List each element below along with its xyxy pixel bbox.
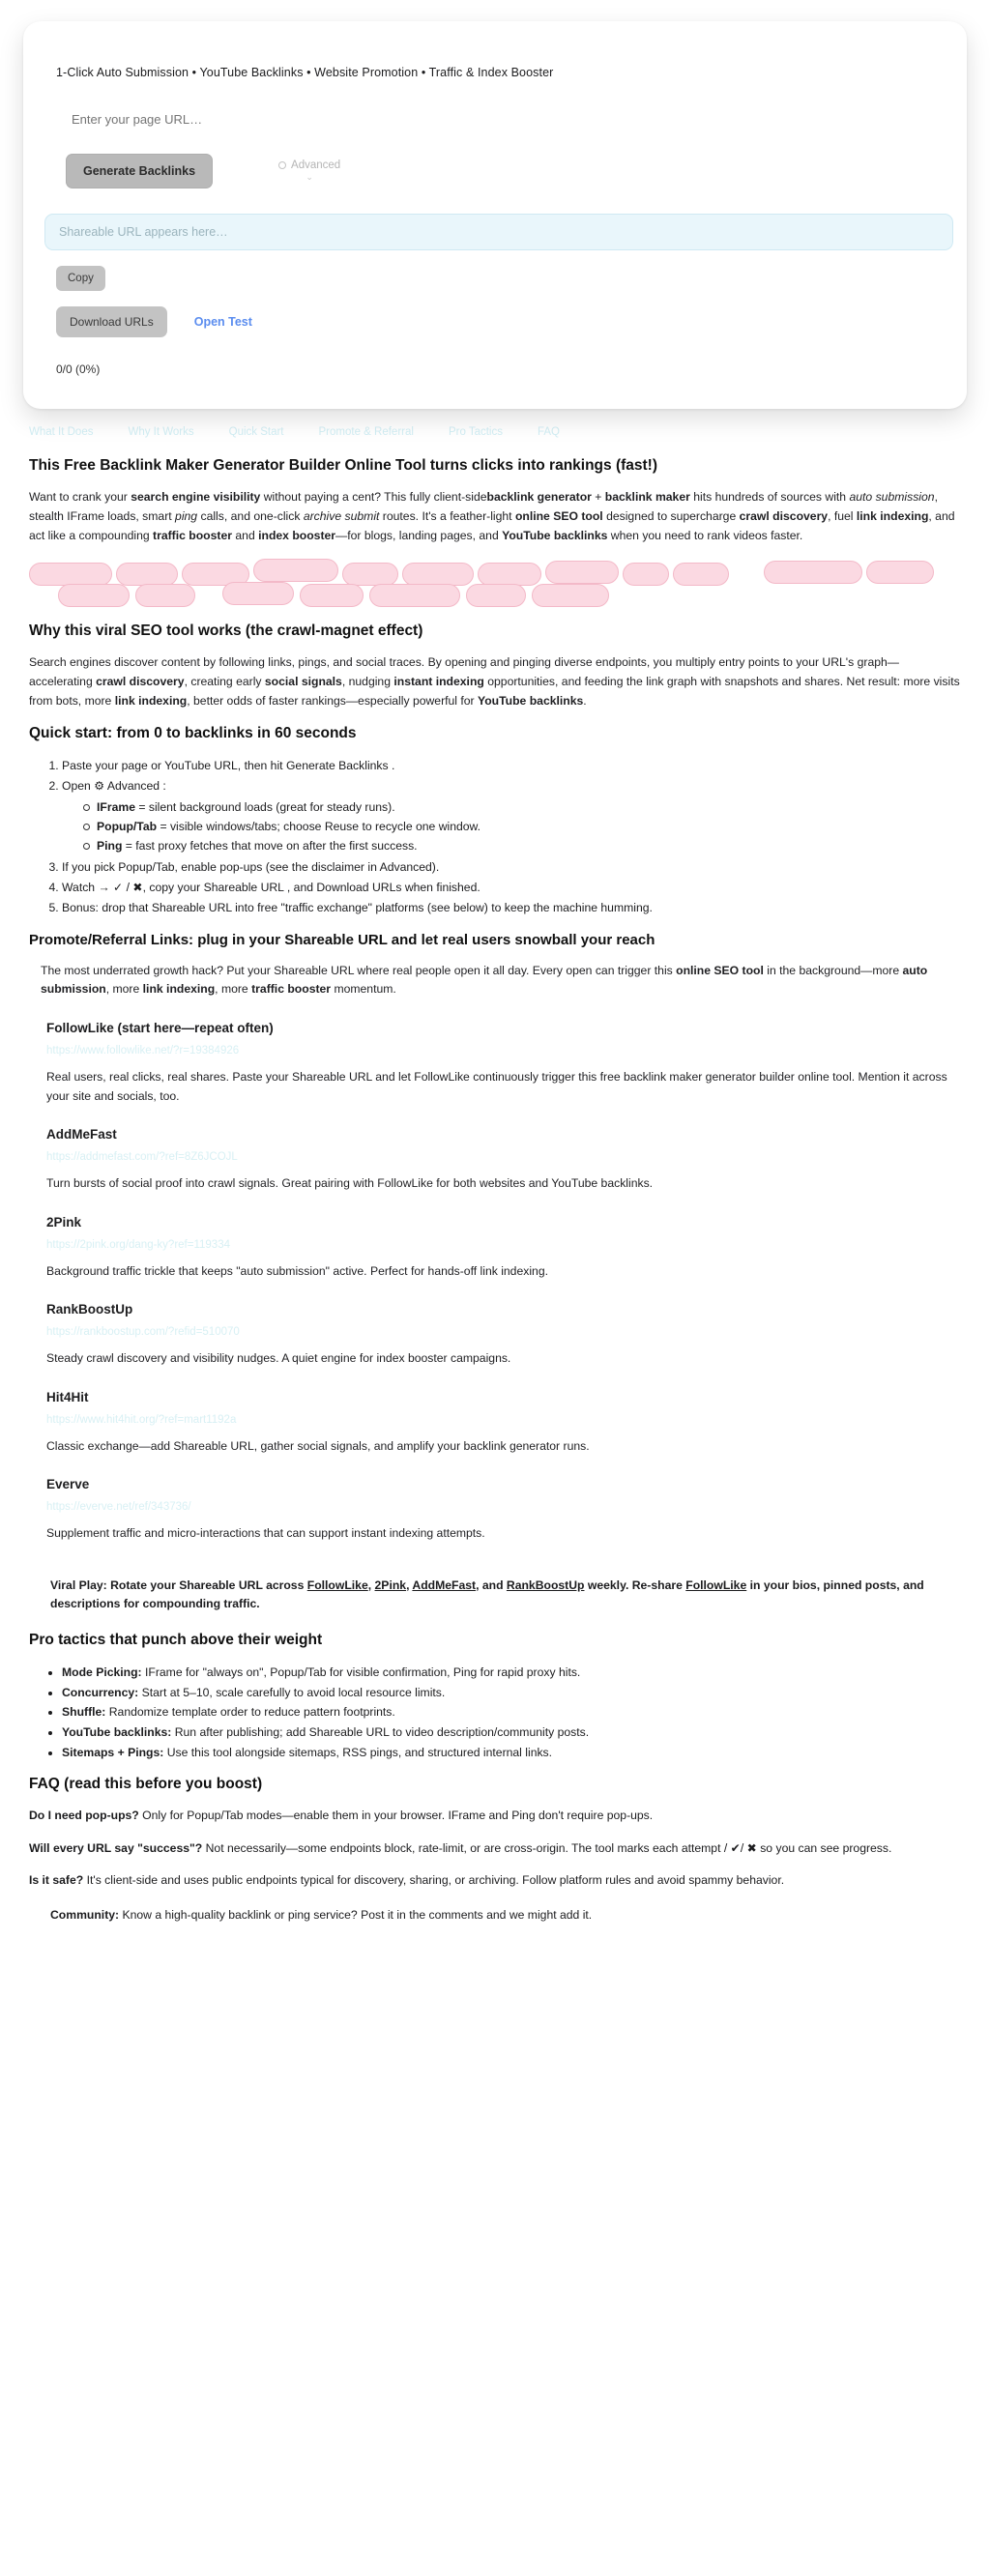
t: backlink maker (604, 490, 690, 504)
tactic-sitemaps-pings (62, 1743, 961, 1763)
t: instant indexing (393, 675, 484, 689)
t: , (367, 1577, 375, 1592)
referral-title: RankBoostUp (46, 1302, 133, 1317)
t: Viral Play: Rotate your Shareable URL across (50, 1577, 307, 1592)
pill (545, 561, 619, 584)
pill (342, 563, 398, 586)
t: in your bios, pinned posts, and descriptions for compounding traffic. (50, 1577, 924, 1611)
t: Ping (97, 839, 123, 854)
section-nav (0, 409, 990, 444)
shareable-url-field[interactable]: Shareable URL appears here… (44, 214, 953, 250)
t: Not necessarily—some endpoints block, rate-limit, or are cross-origin. The tool marks each attempt / ✔/ ✖ so you can see progress. (202, 1840, 892, 1855)
advanced-toggle[interactable] (278, 159, 340, 184)
referral-desc: Steady crawl discovery and visibility nudges. A quiet engine for index booster campaigns. (46, 1351, 511, 1366)
intro-heading: This Free Backlink Maker Generator Builder Online Tool turns clicks into rankings (fast!) (29, 457, 658, 474)
quickstart-substeps (62, 797, 961, 855)
t: + (591, 490, 605, 504)
referral-link[interactable]: https://2pink.org/dang-ky?ref=119334 (46, 1238, 230, 1251)
t: Use this tool alongside sitemaps, RSS pings, and structured internal links. (163, 1745, 553, 1759)
pill (402, 563, 474, 586)
t: link indexing (142, 982, 216, 997)
promote-heading: Promote/Referral Links: plug in your Shareable URL and let real users snowball your reach (29, 931, 655, 948)
nav-item-quick-start[interactable]: Quick Start (228, 426, 284, 438)
viral-link-followlike[interactable]: FollowLike (306, 1577, 368, 1592)
referral-block-everve (29, 1477, 961, 1544)
t: , better odds of faster rankings—especially powerful for (187, 693, 479, 708)
t: Community: (50, 1907, 120, 1922)
pill (29, 563, 112, 586)
t: auto submission (849, 490, 935, 504)
t: traffic booster (153, 528, 232, 542)
faq-item-popups (29, 1807, 961, 1826)
generate-backlinks-button[interactable]: Generate Backlinks (66, 154, 213, 188)
t: without paying a cent? This fully client-side (260, 490, 487, 504)
generator-card (23, 21, 967, 409)
nav-item-faq[interactable]: FAQ (537, 426, 560, 438)
referral-block-2pink (29, 1215, 961, 1282)
referral-desc: Real users, real clicks, real shares. Paste your Shareable URL and let FollowLike continuously trigger this free backlink maker generator builder online tool. Mention it across your site and socials, too. (46, 1070, 947, 1103)
tactic-shuffle (62, 1702, 961, 1722)
t: Mode Picking: (62, 1664, 142, 1679)
gear-icon (278, 161, 286, 169)
intro-paragraph (29, 488, 961, 545)
pill (764, 561, 862, 584)
quickstart-steps (29, 756, 961, 918)
t: Bonus: drop that Shareable URL into free "traffic exchange" platforms (see below) to keep the machine humming. (62, 901, 653, 915)
t: Will every URL say "success"? (29, 1840, 203, 1855)
t: IFrame (97, 799, 135, 814)
article-content (0, 457, 990, 1964)
hero-section (0, 0, 990, 409)
t: weekly. Re-share (584, 1577, 686, 1592)
t: Open ⚙ Advanced : (62, 778, 166, 793)
pill (116, 563, 178, 586)
t: IFrame for "always on", Popup/Tab for visible confirmation, Ping for rapid proxy hits. (141, 1664, 581, 1679)
t: Concurrency: (62, 1685, 139, 1699)
chevron-down-icon: ⌄ (306, 172, 313, 183)
t: YouTube backlinks: (62, 1724, 172, 1739)
t: auto submission (41, 963, 928, 997)
faq-heading: FAQ (read this before you boost) (29, 1776, 263, 1793)
substep-popup-tab (83, 817, 961, 836)
t: It's client-side and uses public endpoints typical for discovery, sharing, or archiving. Follow platform rules and avoid spammy behavior. (83, 1873, 785, 1888)
substep-iframe (83, 797, 961, 817)
t: , fuel (828, 508, 857, 523)
t: , stealth IFrame loads, smart (29, 490, 938, 523)
step-5 (62, 898, 961, 917)
viral-link-rankboostup[interactable]: RankBoostUp (506, 1577, 585, 1592)
t: online SEO tool (514, 508, 603, 523)
advanced-label: Advanced (291, 159, 341, 171)
referral-block-rankboostup (29, 1302, 961, 1369)
why-paragraph (29, 653, 961, 710)
referral-block-followlike (29, 1021, 961, 1106)
quickstart-heading: Quick start: from 0 to backlinks in 60 seconds (29, 724, 357, 741)
pill (135, 584, 195, 607)
t: YouTube backlinks (478, 693, 584, 708)
substep-ping (83, 836, 961, 855)
t: . (583, 693, 587, 708)
t: Shuffle: (62, 1705, 106, 1720)
viral-link-followlike-2[interactable]: FollowLike (685, 1577, 747, 1592)
t: and (232, 528, 259, 542)
t: momentum. (331, 982, 396, 997)
t: , nudging (341, 675, 394, 689)
step-4 (62, 878, 961, 897)
referral-title: 2Pink (46, 1214, 82, 1230)
t: Know a high-quality backlink or ping service? Post it in the comments and we might add it. (119, 1907, 593, 1922)
t: hits hundreds of sources with (689, 490, 850, 504)
referral-block-addmefast (29, 1127, 961, 1194)
t: archive submit (303, 508, 380, 523)
pill (222, 582, 294, 605)
referral-desc: Turn bursts of social proof into crawl signals. Great pairing with FollowLike for both websites and YouTube backlinks. (46, 1176, 654, 1191)
referral-title: Everve (46, 1477, 90, 1492)
tactic-mode-picking (62, 1663, 961, 1683)
pill (466, 584, 526, 607)
viral-play-note (29, 1577, 961, 1614)
t: designed to supercharge (602, 508, 740, 523)
t: calls, and one-click (197, 508, 304, 523)
t: , creating early (184, 675, 265, 689)
t: Run after publishing; add Shareable URL to video description/community posts. (171, 1724, 590, 1739)
pill (300, 584, 364, 607)
faq-item-success (29, 1839, 961, 1859)
step-2 (62, 776, 961, 856)
t: The most underrated growth hack? Put your Shareable URL where real people open it all day. Every open can trigger this (41, 963, 677, 977)
referral-link[interactable]: https://www.hit4hit.org/?ref=mart1192a (46, 1413, 237, 1426)
t: crawl discovery (739, 508, 829, 523)
t: YouTube backlinks (502, 528, 608, 542)
t: ping (175, 508, 198, 523)
why-heading: Why this viral SEO tool works (the crawl-magnet effect) (29, 622, 423, 640)
page-url-input[interactable] (54, 108, 936, 136)
referral-title: Hit4Hit (46, 1389, 89, 1404)
t: in the background—more (763, 963, 903, 977)
t: Only for Popup/Tab modes—enable them in your browser. IFrame and Ping don't require pop-ups. (138, 1809, 654, 1823)
t: , and (476, 1577, 507, 1592)
referral-title: FollowLike (start here—repeat often) (46, 1021, 274, 1036)
tactic-concurrency (62, 1683, 961, 1703)
step-1 (62, 756, 961, 775)
t: Sitemaps + Pings: (62, 1745, 164, 1759)
t: opportunities, and feeding the link graph with snapshots and shares. Net result: more visits from bots, more (29, 675, 960, 708)
keyword-pill-cloud (29, 559, 961, 609)
t: , and act like a compounding (29, 508, 955, 542)
t: crawl discovery (96, 675, 185, 689)
t: Popup/Tab (97, 819, 158, 833)
referral-desc: Background traffic trickle that keeps "auto submission" active. Perfect for hands-off link indexing. (46, 1263, 548, 1278)
t: Randomize template order to reduce pattern footprints. (105, 1705, 395, 1720)
download-urls-button[interactable]: Download URLs (56, 306, 167, 337)
step-3 (62, 857, 961, 877)
referral-link[interactable]: https://rankboostup.com/?refid=510070 (46, 1326, 240, 1339)
pill (623, 563, 669, 586)
t: link indexing (114, 693, 188, 708)
t: online SEO tool (676, 963, 764, 977)
faq-item-safety (29, 1871, 961, 1891)
t: backlink generator (486, 490, 592, 504)
t: Is it safe? (29, 1873, 84, 1888)
t: link indexing (856, 508, 929, 523)
t: —for blogs, landing pages, and (335, 528, 503, 542)
referral-link[interactable]: https://addmefast.com/?ref=8Z6JCOJL (46, 1151, 238, 1164)
t: search engine visibility (131, 490, 261, 504)
t: , (406, 1577, 413, 1592)
viral-link-addmefast[interactable]: AddMeFast (412, 1577, 477, 1592)
pill (673, 563, 729, 586)
pill (532, 584, 609, 607)
download-row (54, 306, 936, 337)
tactics-list (29, 1663, 961, 1763)
t: = silent background loads (great for steady runs). (134, 799, 395, 814)
t: social signals (264, 675, 342, 689)
t: Watch → ✓ / ✖, copy your Shareable URL , and Download URLs when finished. (62, 881, 480, 895)
t: Paste your page or YouTube URL, then hit Generate Backlinks . (62, 758, 395, 772)
t: If you pick Popup/Tab, enable pop-ups (see the disclaimer in Advanced). (62, 860, 440, 875)
t: Want to crank your (29, 490, 131, 504)
pill (369, 584, 460, 607)
community-note (29, 1906, 961, 1925)
t: = fast proxy fetches that move on after the first success. (122, 839, 418, 854)
referral-desc: Classic exchange—add Shareable URL, gather social signals, and amplify your backlink generator runs. (46, 1438, 590, 1453)
t: , more (105, 982, 143, 997)
hero-actions (54, 154, 936, 188)
t: index booster (258, 528, 336, 542)
progress-counter: 0/0 (0%) (56, 362, 101, 376)
copy-row (54, 266, 936, 291)
tactics-heading: Pro tactics that punch above their weight (29, 1631, 323, 1648)
tagline: 1-Click Auto Submission • YouTube Backlinks • Website Promotion • Traffic & Index Booster (56, 66, 554, 79)
pill (253, 559, 338, 582)
tactic-youtube-backlinks (62, 1722, 961, 1743)
nav-item-pro-tactics[interactable]: Pro Tactics (448, 426, 503, 438)
t: Start at 5–10, scale carefully to avoid local resource limits. (138, 1685, 446, 1699)
referral-block-hit4hit (29, 1390, 961, 1457)
copy-button[interactable]: Copy (56, 266, 105, 291)
nav-item-why-it-works[interactable]: Why It Works (128, 426, 194, 438)
t: routes. It's a feather-light (379, 508, 515, 523)
referral-link[interactable]: https://www.followlike.net/?r=19384926 (46, 1045, 240, 1057)
pill (58, 584, 130, 607)
open-test-link[interactable]: Open Test (193, 315, 252, 329)
t: Search engines discover content by following links, pings, and social traces. By opening and pinging diverse endpoints, you multiply entry points to your URL's graph—accelerating (29, 655, 899, 689)
referral-desc: Supplement traffic and micro-interactions that can support instant indexing attempts. (46, 1526, 485, 1541)
t: Do I need pop-ups? (29, 1809, 139, 1823)
t: = visible windows/tabs; choose Reuse to recycle one window. (157, 819, 481, 833)
referral-link[interactable]: https://everve.net/ref/343736/ (46, 1501, 191, 1514)
pill (478, 563, 541, 586)
pill (866, 561, 934, 584)
nav-item-promote-referral[interactable]: Promote & Referral (318, 426, 414, 438)
viral-link-2pink[interactable]: 2Pink (374, 1577, 407, 1592)
t: when you need to rank videos faster. (607, 528, 803, 542)
t: , more (215, 982, 252, 997)
nav-item-what-it-does[interactable]: What It Does (29, 426, 94, 438)
referral-title: AddMeFast (46, 1127, 117, 1143)
promote-paragraph (29, 962, 961, 1000)
t: traffic booster (251, 982, 332, 997)
